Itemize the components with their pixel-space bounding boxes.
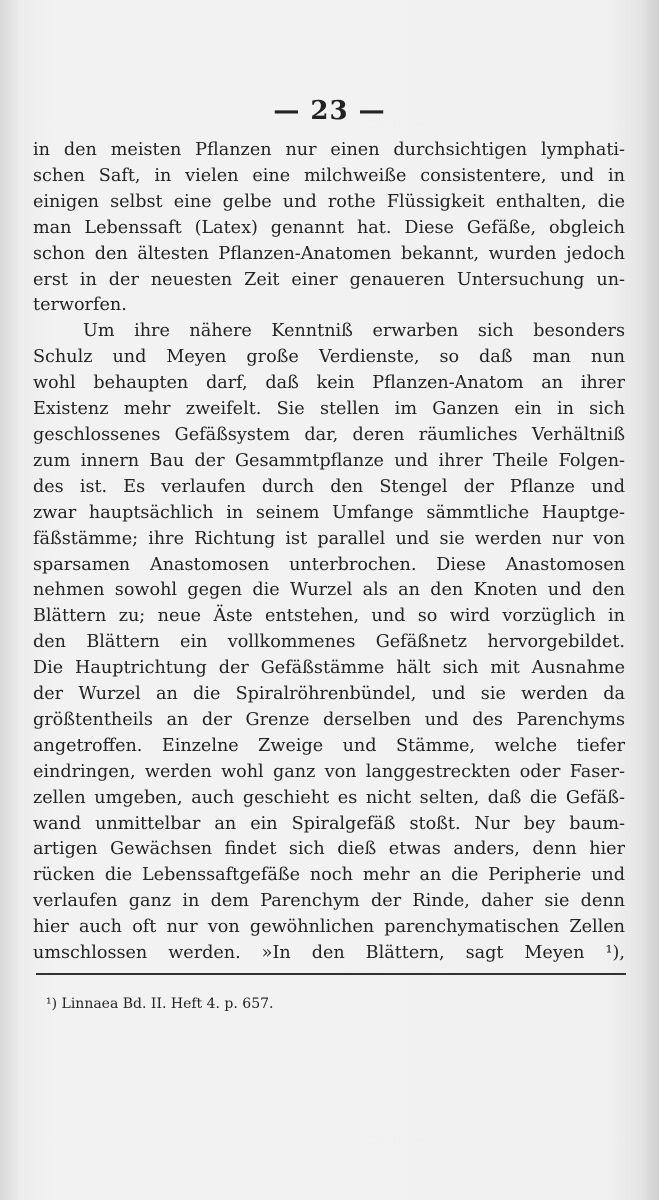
text-line: des ist. Es verlaufen durch den Stengel der Pflanze und <box>33 476 625 497</box>
text-line: terworfen. <box>33 295 127 316</box>
text-line: nehmen sowohl gegen die Wurzel als an den Knoten und den <box>33 580 625 601</box>
text-line: einigen selbst eine gelbe und rothe Flüssigkeit enthalten, die <box>33 191 625 212</box>
text-line: eindringen, werden wohl ganz von langgestreckten oder Faser- <box>33 761 625 782</box>
text-line: wand unmittelbar an ein Spiralgefäß stoßt. Nur bey baum- <box>33 813 625 834</box>
footnote-rule <box>36 973 626 975</box>
page-number: — 23 — <box>273 96 386 126</box>
text-line: zellen umgeben, auch geschieht es nicht selten, daß die Gefäß- <box>33 787 625 808</box>
text-line: hier auch oft nur von gewöhnlichen parenchymatischen Zellen <box>33 917 625 938</box>
paragraph-2 <box>33 319 625 967</box>
text-line: zwar hauptsächlich in seinem Umfange sämmtliche Hauptge- <box>33 502 625 523</box>
footnote: ¹) Linnaea Bd. II. Heft 4. p. 657. <box>46 996 274 1012</box>
text-line: man Lebenssaft (Latex) genannt hat. Diese Gefäße, obgleich <box>33 217 625 238</box>
paragraph-1 <box>33 138 625 319</box>
text-line: rücken die Lebenssaftgefäße noch mehr an die Peripherie und <box>33 865 625 886</box>
text-line: artigen Gewächsen findet sich dieß etwas anders, denn hier <box>33 839 625 860</box>
text-line: in den meisten Pflanzen nur einen durchsichtigen lymphati- <box>33 140 625 160</box>
text-line: größtentheils an der Grenze derselben und des Parenchyms <box>33 709 625 730</box>
text-line: umschlossen werden. »In den Blättern, sagt Meyen ¹), <box>33 943 625 964</box>
text-line: fäßstämme; ihre Richtung ist parallel und sie werden nur von <box>33 528 625 549</box>
text-line: Existenz mehr zweifelt. Sie stellen im Ganzen ein in sich <box>33 399 625 420</box>
text-line: den Blättern ein vollkommenes Gefäßnetz hervorgebildet. <box>33 632 625 653</box>
text-line: der Wurzel an die Spiralröhrenbündel, und sie werden da <box>33 684 625 705</box>
text-line: Die Hauptrichtung der Gefäßstämme hält sich mit Ausnahme <box>33 658 625 679</box>
text-line: geschlossenes Gefäßsystem dar, deren räumliches Verhältniß <box>33 424 625 445</box>
text-line: Um ihre nähere Kenntniß erwarben sich besonders <box>83 321 625 342</box>
text-line: wohl behaupten darf, daß kein Pflanzen-Anatom an ihrer <box>33 373 625 394</box>
text-line: erst in der neuesten Zeit einer genaueren Untersuchung un- <box>33 269 625 290</box>
text-line: sparsamen Anastomosen unterbrochen. Diese Anastomosen <box>33 554 625 575</box>
text-line: Blättern zu; neue Äste entstehen, und so wird vorzüglich in <box>33 606 625 627</box>
text-line: zum innern Bau der Gesammtpflanze und ihrer Theile Folgen- <box>33 450 625 471</box>
text-line: schen Saft, in vielen eine milchweiße consistentere, und in <box>33 165 625 186</box>
body-text <box>33 138 625 967</box>
text-line: schon den ältesten Pflanzen-Anatomen bekannt, wurden jedoch <box>33 243 625 264</box>
text-line: angetroffen. Einzelne Zweige und Stämme, welche tiefer <box>33 735 625 756</box>
text-line: verlaufen ganz in dem Parenchym der Rinde, daher sie denn <box>33 891 625 912</box>
text-line: Schulz und Meyen große Verdienste, so daß man nun <box>33 347 625 368</box>
